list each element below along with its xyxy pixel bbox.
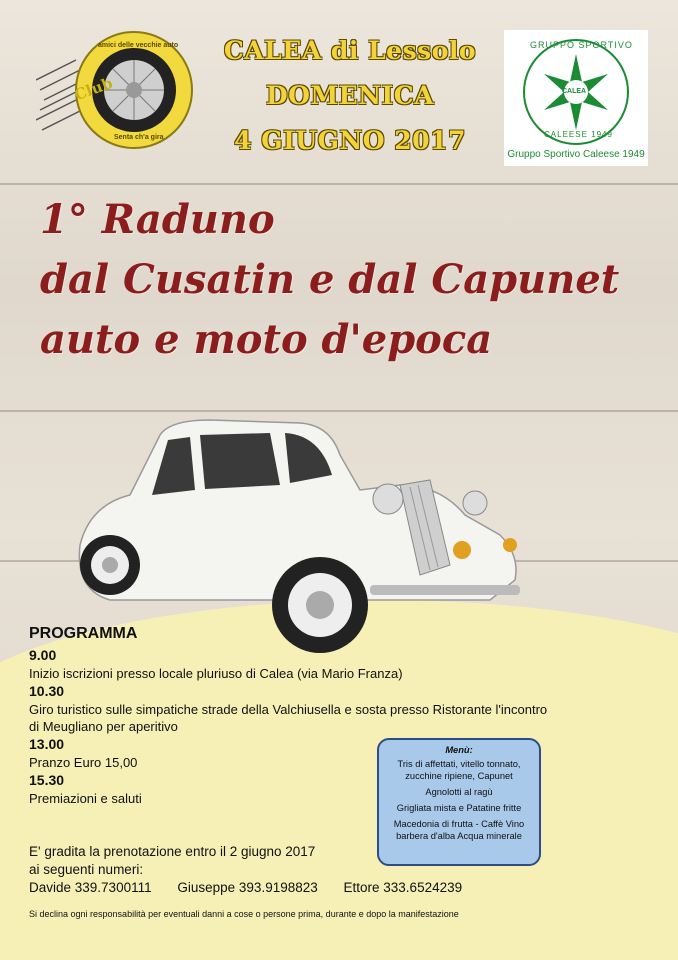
- menu-item: Macedonia di frutta - Caffè Vino barbera d'alba Acqua minerale: [393, 819, 525, 841]
- program-item: [29, 646, 589, 682]
- event-day: DOMENICA: [265, 81, 435, 110]
- program-item: [29, 682, 589, 735]
- event-location: CALEA di Lessolo: [223, 36, 477, 65]
- program-time: 10.30: [29, 683, 65, 699]
- booking-info: [29, 843, 484, 897]
- contact-davide: Davide 339.7300111: [29, 880, 152, 895]
- club-logo: [36, 30, 206, 160]
- program-time: 15.30: [29, 772, 65, 788]
- program-desc: Giro turistico sulle simpatiche strade della Valchiusella e sosta presso Ristorante l'incontro di Meugliano per aperitivo: [29, 702, 548, 734]
- program-time: 13.00: [29, 736, 65, 752]
- event-date: 4 GIUGNO 2017: [234, 126, 466, 155]
- disclaimer-text: Si declina ogni responsabilità per eventuali danni a cose o persone prima, durante e dopo la manifestazione: [29, 909, 459, 919]
- gruppo-logo-center: CALEA: [562, 88, 587, 95]
- gruppo-logo-caption: Gruppo Sportivo Caleese 1949: [507, 149, 645, 160]
- program-time: 9.00: [29, 647, 57, 663]
- plank-line: [0, 410, 678, 412]
- contact-numbers: [29, 879, 484, 897]
- club-logo-arc-top: amici delle vecchie auto: [98, 42, 179, 49]
- contact-giuseppe: Giuseppe 393.9198823: [177, 880, 318, 895]
- program-heading: PROGRAMMA: [29, 625, 138, 642]
- menu-item: Tris di affettati, vitello tonnato, zucchine ripiene, Capunet: [397, 759, 521, 781]
- booking-line-1: E' gradita la prenotazione entro il 2 giugno 2017: [29, 844, 316, 859]
- gruppo-sportivo-logo: [504, 30, 648, 166]
- program-desc: Pranzo Euro 15,00: [29, 755, 138, 770]
- event-header: [200, 28, 500, 163]
- title-line-3: auto e moto d'epoca: [40, 316, 493, 363]
- gruppo-logo-arc-top: GRUPPO SPORTIVO: [530, 40, 633, 50]
- booking-line-2: ai seguenti numeri:: [29, 862, 144, 877]
- menu-title: Menù:: [445, 745, 473, 755]
- title-line-1: 1° Raduno: [40, 196, 275, 243]
- title-line-2: dal Cusatin e dal Capunet: [40, 256, 620, 303]
- plank-line: [0, 183, 678, 185]
- menu-item: Agnolotti al ragù: [425, 787, 493, 797]
- contact-ettore: Ettore 333.6524239: [343, 880, 463, 895]
- program-desc: Premiazioni e saluti: [29, 791, 142, 806]
- club-logo-word: Club: [72, 73, 115, 105]
- event-title: [40, 190, 619, 370]
- menu-item: Grigliata mista e Patatine fritte: [396, 803, 522, 813]
- program-desc: Inizio iscrizioni presso locale pluriuso di Calea (via Mario Franza): [29, 666, 403, 681]
- gruppo-logo-arc-bottom: CALEESE 1949: [544, 130, 613, 139]
- club-logo-arc-bottom: Senta ch'a gira: [114, 134, 164, 141]
